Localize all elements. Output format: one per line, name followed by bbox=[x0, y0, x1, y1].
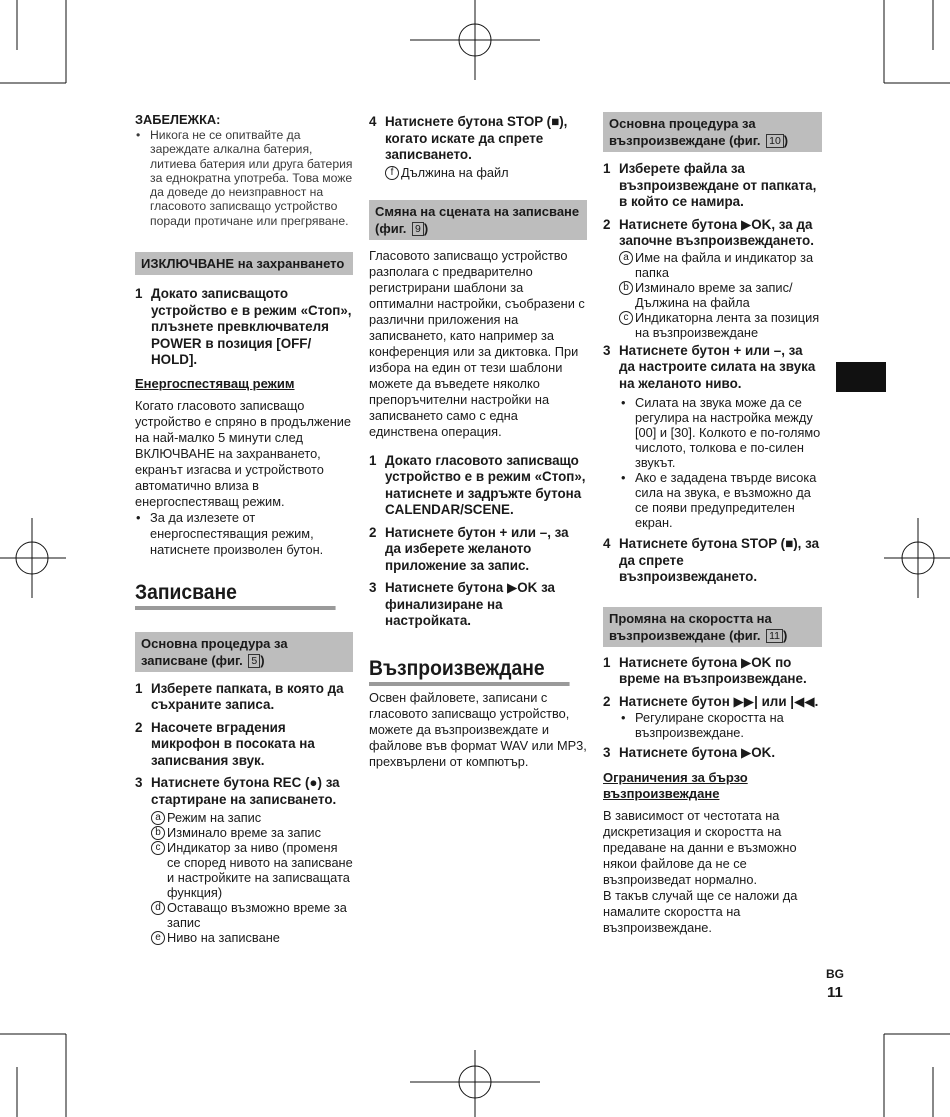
sub-text: Ниво на записване bbox=[167, 930, 280, 946]
energy-saving-bullet bbox=[135, 510, 353, 558]
step-number: 3 bbox=[603, 745, 611, 760]
note-text: Никога не се опитвайте да зареждате алкална батерия, литиева батерия или друга батерия за еднократна употреба. Това може да доведе до неизправност на гласовото записващо устройство поради протичане или прегряване. bbox=[150, 128, 353, 228]
speed-limits-text: В зависимост от честотата на дискретизация и скоростта на предаване на данни е възможно някои файлове да не се възпроизведат нормално. bbox=[603, 807, 797, 887]
step-number: 2 bbox=[603, 216, 611, 232]
sub-text: Изминало време за запис bbox=[167, 825, 321, 841]
playback-sub-item bbox=[619, 250, 822, 280]
section-bar-label: Промяна на скоростта на възпроизвеждане (фиг. bbox=[609, 610, 772, 643]
step-text: (■), за да спрете възпроизвеждането. bbox=[619, 536, 820, 584]
circled-letter-icon: a bbox=[151, 811, 165, 825]
figure-ref-box: 9 bbox=[412, 222, 424, 236]
step-number: 2 bbox=[135, 719, 143, 735]
step-text: Докато записващото устройство е в режим «Стоп», плъзнете превключвателя bbox=[151, 286, 352, 335]
step-text: в позиция [ bbox=[201, 335, 281, 351]
step-number: 3 bbox=[135, 775, 143, 791]
section-bar-label: ) bbox=[423, 220, 429, 236]
section-bar-label: Смяна на сцената на записване (фиг. bbox=[375, 203, 580, 236]
record-sub-item bbox=[385, 165, 587, 180]
speed-step-2 bbox=[603, 694, 822, 711]
energy-saving-text: Когато гласовото записващо устройство е спряно в продължение на най-малко 5 минути след ВКЛЮЧВАНЕ на захранването, екранът изгасва и устройството автоматично влиза в енергоспестяващ режим. bbox=[135, 397, 352, 509]
column-right bbox=[603, 112, 822, 936]
step-text: Натиснете бутона bbox=[619, 536, 741, 551]
record-sub-item bbox=[151, 900, 353, 930]
volume-bullet bbox=[619, 470, 822, 530]
playback-sub-item bbox=[619, 310, 822, 340]
sub-text: Оставащо възможно време за запис bbox=[167, 900, 347, 931]
record-step-3 bbox=[135, 775, 353, 808]
section-bar-label: Основна процедура за записване (фиг. bbox=[141, 635, 288, 668]
note-title: ЗАБЕЛЕЖКА: bbox=[135, 112, 221, 127]
section-bar-recording-scene bbox=[369, 200, 587, 240]
sub-text: Индикаторна лента за позиция на възпроизвеждане bbox=[635, 309, 820, 340]
record-step-2 bbox=[135, 720, 353, 770]
scene-text: Гласовото записващо устройство разполага с предварително регистрирани шаблони за оптимални настройки, съобразени с различни приложения на записването, като например за конференция или за диктовка. При избора на един от тези шаблони можете да въведете няколко препоръчителни настройки на записването само с една единствена операция. bbox=[369, 247, 585, 439]
stop-button-label: STOP bbox=[506, 114, 543, 129]
step-text: по време на възпроизвеждане. bbox=[619, 654, 807, 686]
section-bar-label: ) bbox=[783, 627, 788, 643]
circled-letter-icon: e bbox=[151, 931, 165, 945]
record-sub-item bbox=[151, 810, 353, 825]
step-number: 1 bbox=[369, 452, 377, 468]
step-text: Натиснете бутона bbox=[151, 775, 273, 791]
circled-letter-icon: a bbox=[619, 251, 633, 265]
ok-button-label: ▶OK bbox=[740, 654, 772, 670]
record-step-1 bbox=[135, 681, 353, 714]
calendar-scene-button-label: CALENDAR/SCENE bbox=[385, 502, 510, 517]
section-bar-label: Основна процедура за възпроизвеждане (фиг. bbox=[609, 116, 765, 148]
section-bar-playback-speed bbox=[603, 607, 822, 647]
column-left bbox=[135, 112, 353, 945]
playback-step-3 bbox=[603, 343, 822, 393]
record-sub-item bbox=[151, 930, 353, 945]
playback-heading: Възпроизвеждане bbox=[369, 656, 570, 686]
language-code: BG bbox=[826, 967, 844, 981]
step-number: 1 bbox=[603, 161, 611, 176]
sub-text: Индикатор за ниво (променя се според нивото на записване и настройките на записващата функция) bbox=[167, 840, 353, 901]
circled-letter-icon: b bbox=[151, 826, 165, 840]
section-bar-power-off bbox=[135, 252, 353, 275]
sub-text: Режим на запис bbox=[167, 810, 262, 826]
record-sub-item bbox=[151, 840, 353, 900]
figure-ref-box: 11 bbox=[766, 629, 783, 643]
playback-step-1 bbox=[603, 161, 822, 211]
step-number: 2 bbox=[369, 524, 377, 540]
circled-letter-icon: f bbox=[385, 166, 399, 180]
section-tab-marker bbox=[836, 362, 886, 392]
step-number: 1 bbox=[603, 654, 611, 670]
section-bar-label: ) bbox=[783, 133, 789, 148]
step-text: Натиснете бутона bbox=[619, 654, 741, 670]
step-text: (■), когато искате да спрете записването. bbox=[385, 114, 568, 162]
off-hold-label: OFF/ HOLD bbox=[151, 335, 312, 368]
step-text: Натиснете бутона bbox=[385, 580, 507, 595]
step-text: . bbox=[510, 502, 514, 517]
sub-text: Дължина на файл bbox=[401, 164, 509, 180]
step-text: ]. bbox=[188, 352, 198, 368]
step-number: 4 bbox=[369, 114, 377, 129]
step-text: Натиснете бутон ▶▶| или |◀◀. bbox=[619, 693, 819, 709]
rec-button-label: REC bbox=[272, 775, 302, 791]
sub-text: Изминало време за запис/ Дължина на файла bbox=[635, 279, 793, 310]
ok-button-label: ▶OK bbox=[740, 216, 772, 232]
page-number: 11 bbox=[827, 984, 843, 1001]
step-text: Натиснете бутона bbox=[619, 216, 741, 232]
bullet-text: Силата на звука може да се регулира на настройка между [00] и [30]. Колкото е по-голямо числото, толкова е по-силен звукът. bbox=[635, 395, 821, 470]
step-text: Натиснете бутона bbox=[619, 745, 741, 760]
step-text: (●) за стартиране на записването. bbox=[151, 775, 340, 807]
bullet-text: За да излезете от енергоспестяващия режим, натиснете произволен бутон. bbox=[150, 509, 324, 557]
step-text: Изберете файла за възпроизвеждане от папката, в който се намира. bbox=[619, 161, 817, 209]
playback-text: Освен файловете, записани с гласовото записващо устройство, можете да възпроизвеждате и файлове във формат WAV или MP3, прехвърлени от компютър. bbox=[369, 689, 587, 769]
speed-bullet bbox=[619, 710, 822, 740]
section-bar-label: ) bbox=[260, 652, 265, 668]
volume-bullet bbox=[619, 395, 822, 470]
scene-step-2 bbox=[369, 525, 587, 575]
note-bullet bbox=[135, 128, 353, 228]
speed-limits-heading: Ограничения за бързо възпроизвеждане bbox=[603, 769, 748, 801]
record-sub-item bbox=[151, 825, 353, 840]
record-step-4 bbox=[369, 114, 587, 164]
step-number: 4 bbox=[603, 536, 611, 551]
step-text: Изберете папката, в която да съхраните записа. bbox=[151, 680, 344, 713]
step-number: 1 bbox=[135, 680, 143, 696]
step-number: 2 bbox=[603, 693, 611, 709]
speed-limits-text-2: В такъв случай ще се наложи да намалите скоростта на възпроизвеждане. bbox=[603, 887, 798, 935]
speed-step-1 bbox=[603, 655, 822, 688]
bullet-text: Ако е зададена твърде висока сила на звука, е възможно да се появи предупредителен екран. bbox=[635, 470, 817, 530]
playback-sub-item bbox=[619, 280, 822, 310]
step-text: Натиснете бутон + или –, за да изберете желаното приложение за запис. bbox=[385, 524, 569, 573]
scene-step-1 bbox=[369, 453, 587, 519]
power-switch-label: POWER bbox=[151, 335, 202, 351]
step-number: 3 bbox=[369, 580, 377, 595]
step-text: Докато гласовото записващо устройство е в режим «Стоп», натиснете и задръжте бутона bbox=[385, 452, 586, 501]
circled-letter-icon: c bbox=[619, 311, 633, 325]
ok-button-label: ▶OK bbox=[740, 745, 772, 760]
ok-button-label: ▶OK bbox=[506, 580, 538, 595]
section-bar-label: ИЗКЛЮЧВАНЕ на захранването bbox=[141, 256, 345, 272]
step-text: Натиснете бутона bbox=[385, 114, 507, 129]
circled-letter-icon: d bbox=[151, 901, 165, 915]
circled-letter-icon: b bbox=[619, 281, 633, 295]
column-middle bbox=[369, 112, 587, 770]
energy-saving-heading: Енергоспестяващ режим bbox=[135, 375, 295, 391]
figure-ref-box: 10 bbox=[766, 134, 784, 148]
sub-text: Име на файла и индикатор за папка bbox=[635, 249, 814, 280]
section-bar-basic-recording bbox=[135, 632, 353, 672]
power-off-step-1 bbox=[135, 286, 353, 369]
recording-heading: Записване bbox=[135, 580, 336, 610]
circled-letter-icon: c bbox=[151, 841, 165, 855]
step-number: 1 bbox=[135, 286, 143, 302]
step-text: Натиснете бутон + или –, за да настроите силата на звука на желаното ниво. bbox=[619, 342, 816, 391]
bullet-text: Регулиране скоростта на възпроизвеждане. bbox=[635, 710, 784, 740]
playback-step-4 bbox=[603, 536, 822, 586]
step-number: 3 bbox=[603, 342, 611, 358]
section-bar-basic-playback bbox=[603, 112, 822, 152]
scene-step-3 bbox=[369, 580, 587, 630]
step-text: за финализиране на настройката. bbox=[385, 580, 556, 628]
playback-step-2 bbox=[603, 217, 822, 250]
step-text: , за да започне възпроизвеждането. bbox=[619, 216, 814, 248]
figure-ref-box: 5 bbox=[248, 654, 260, 668]
stop-button-label: STOP bbox=[740, 536, 777, 551]
step-text: . bbox=[771, 745, 776, 760]
step-text: Насочете вградения микрофон в посоката на записвания звук. bbox=[151, 719, 315, 768]
speed-step-3 bbox=[603, 745, 822, 762]
